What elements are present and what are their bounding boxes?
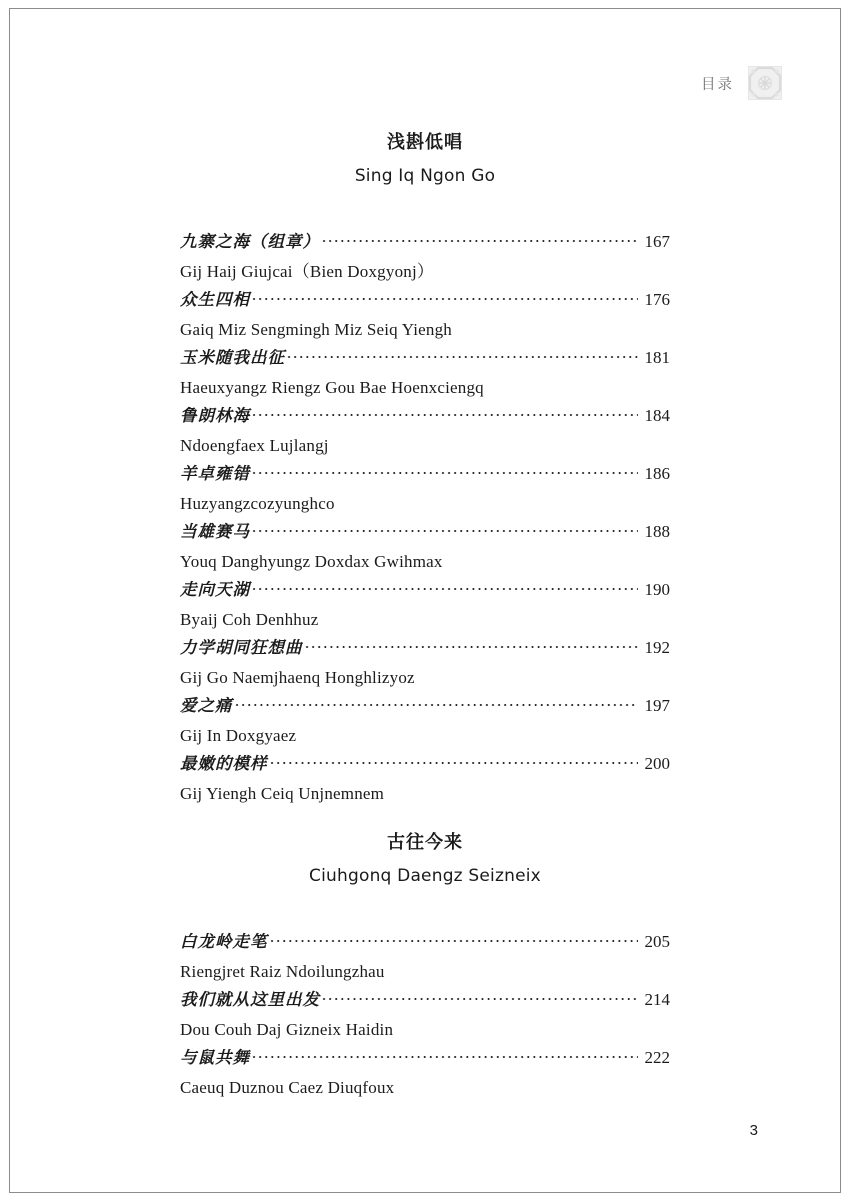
toc-entry-title-zh: Gij Go Naemjhaenq Honghlizyoz bbox=[180, 667, 415, 687]
toc-leader-dots bbox=[269, 931, 639, 947]
toc-entry-title-cn: 九寨之海（组章） bbox=[180, 231, 320, 251]
toc-entry-title-cn: 白龙岭走笔 bbox=[180, 931, 268, 951]
toc-entry-title-zh: Byaij Coh Denhhuz bbox=[180, 609, 319, 629]
toc-entry-cn-line[interactable] bbox=[180, 928, 670, 957]
section-title-zh: Ciuhgonq Daengz Seizneix bbox=[309, 865, 541, 886]
toc-entry-title-cn: 力学胡同狂想曲 bbox=[180, 637, 303, 657]
section-title-zh: Sing Iq Ngon Go bbox=[354, 165, 496, 186]
section-title-cn: 古往今来 bbox=[387, 832, 463, 853]
decorative-square-medallion-icon bbox=[748, 66, 782, 100]
toc-entry-cn-line[interactable] bbox=[180, 1044, 670, 1073]
section-title-cn: 浅斟低唱 bbox=[387, 132, 463, 153]
toc-entry-page-number: 167 bbox=[644, 231, 670, 251]
toc-entry[interactable] bbox=[180, 692, 850, 750]
toc-leader-dots bbox=[251, 521, 638, 537]
toc-entry-title-zh: Riengjret Raiz Ndoilungzhau bbox=[180, 961, 385, 981]
toc-entry-title-cn: 当雄赛马 bbox=[180, 521, 250, 541]
toc-entry-title-cn: 羊卓雍错 bbox=[180, 463, 250, 483]
toc-leader-dots bbox=[251, 463, 638, 479]
toc-leader-dots bbox=[251, 1047, 638, 1063]
toc-leader-dots bbox=[251, 289, 638, 305]
toc-leader-dots bbox=[321, 231, 638, 247]
section-sing-iq-ngon-go bbox=[0, 132, 850, 808]
toc-entry-title-cn: 走向天湖 bbox=[180, 579, 250, 599]
toc-entry[interactable] bbox=[180, 928, 850, 986]
toc-list bbox=[0, 928, 850, 1102]
toc-entry-title-zh: Caeuq Duznou Caez Diuqfoux bbox=[180, 1077, 395, 1097]
running-header-label: 目录 bbox=[701, 76, 734, 93]
toc-leader-dots bbox=[321, 989, 638, 1005]
toc-entry-title-cn: 玉米随我出征 bbox=[180, 347, 285, 367]
toc-entry[interactable] bbox=[180, 228, 850, 286]
toc-entry-title-cn: 鲁朗林海 bbox=[180, 405, 250, 425]
toc-entry-page-number: 184 bbox=[644, 405, 670, 425]
toc-entry-cn-line[interactable] bbox=[180, 518, 670, 547]
toc-entry-page-number: 205 bbox=[644, 931, 670, 951]
toc-entry-page-number: 222 bbox=[644, 1047, 670, 1067]
toc-entry-cn-line[interactable] bbox=[180, 986, 670, 1015]
toc-list bbox=[0, 228, 850, 808]
toc-entry-title-zh: Ndoengfaex Lujlangj bbox=[180, 435, 329, 455]
page-number: 3 bbox=[749, 1122, 758, 1139]
toc-entry-title-cn: 众生四相 bbox=[180, 289, 250, 309]
toc-entry[interactable] bbox=[180, 634, 850, 692]
toc-entry[interactable] bbox=[180, 402, 850, 460]
toc-entry-cn-line[interactable] bbox=[180, 228, 670, 257]
toc-entry[interactable] bbox=[180, 518, 850, 576]
toc-entry-page-number: 181 bbox=[644, 347, 670, 367]
toc-entry-page-number: 188 bbox=[644, 521, 670, 541]
toc-entry-page-number: 197 bbox=[644, 695, 670, 715]
toc-entry-cn-line[interactable] bbox=[180, 634, 670, 663]
toc-entry-title-zh: Haeuxyangz Riengz Gou Bae Hoenxciengq bbox=[180, 377, 484, 397]
section-heading bbox=[0, 832, 850, 886]
toc-leader-dots bbox=[269, 753, 639, 769]
section-ciuhgonq-daengz-seizneix bbox=[0, 832, 850, 1102]
toc-entry[interactable] bbox=[180, 576, 850, 634]
toc-entry-title-cn: 我们就从这里出发 bbox=[180, 989, 320, 1009]
toc-entry-cn-line[interactable] bbox=[180, 460, 670, 489]
toc-entry[interactable] bbox=[180, 344, 850, 402]
toc-entry-cn-line[interactable] bbox=[180, 344, 670, 373]
toc-entry-title-zh: Dou Couh Daj Gizneix Haidin bbox=[180, 1019, 394, 1039]
toc-entry-page-number: 192 bbox=[644, 637, 670, 657]
toc-entry-cn-line[interactable] bbox=[180, 692, 670, 721]
toc-leader-dots bbox=[286, 347, 638, 363]
toc-entry-title-zh: Gij In Doxgyaez bbox=[180, 725, 297, 745]
toc-entry-cn-line[interactable] bbox=[180, 576, 670, 605]
toc-entry[interactable] bbox=[180, 750, 850, 808]
toc-entry-page-number: 214 bbox=[644, 989, 670, 1009]
toc-entry-cn-line[interactable] bbox=[180, 402, 670, 431]
toc-entry-title-zh: Gaiq Miz Sengmingh Miz Seiq Yiengh bbox=[180, 319, 453, 339]
toc-entry-page-number: 190 bbox=[644, 579, 670, 599]
section-heading bbox=[0, 132, 850, 186]
toc-entry-cn-line[interactable] bbox=[180, 286, 670, 315]
toc-entry[interactable] bbox=[180, 1044, 850, 1102]
toc-entry-title-zh: Huzyangzcozyunghco bbox=[180, 493, 335, 513]
toc-leader-dots bbox=[251, 405, 638, 421]
toc-entry-title-cn: 与鼠共舞 bbox=[180, 1047, 250, 1067]
toc-leader-dots bbox=[304, 637, 639, 653]
running-header bbox=[701, 62, 782, 104]
toc-entry-title-zh: Gij Haij Giujcai（Bien Doxgyonj） bbox=[180, 261, 435, 281]
toc-entry-title-cn: 爱之痛 bbox=[180, 695, 233, 715]
toc-entry[interactable] bbox=[180, 460, 850, 518]
toc-entry[interactable] bbox=[180, 986, 850, 1044]
toc-entry-title-cn: 最嫩的模样 bbox=[180, 753, 268, 773]
toc-entry-cn-line[interactable] bbox=[180, 750, 670, 779]
toc-entry-page-number: 186 bbox=[644, 463, 670, 483]
toc-leader-dots bbox=[234, 695, 639, 711]
toc-entry-title-zh: Gij Yiengh Ceiq Unjnemnem bbox=[180, 783, 385, 803]
toc-entry-page-number: 176 bbox=[644, 289, 670, 309]
toc-entry-page-number: 200 bbox=[644, 753, 670, 773]
toc-entry[interactable] bbox=[180, 286, 850, 344]
toc-leader-dots bbox=[251, 579, 638, 595]
toc-entry-title-zh: Youq Danghyungz Doxdax Gwihmax bbox=[180, 551, 443, 571]
